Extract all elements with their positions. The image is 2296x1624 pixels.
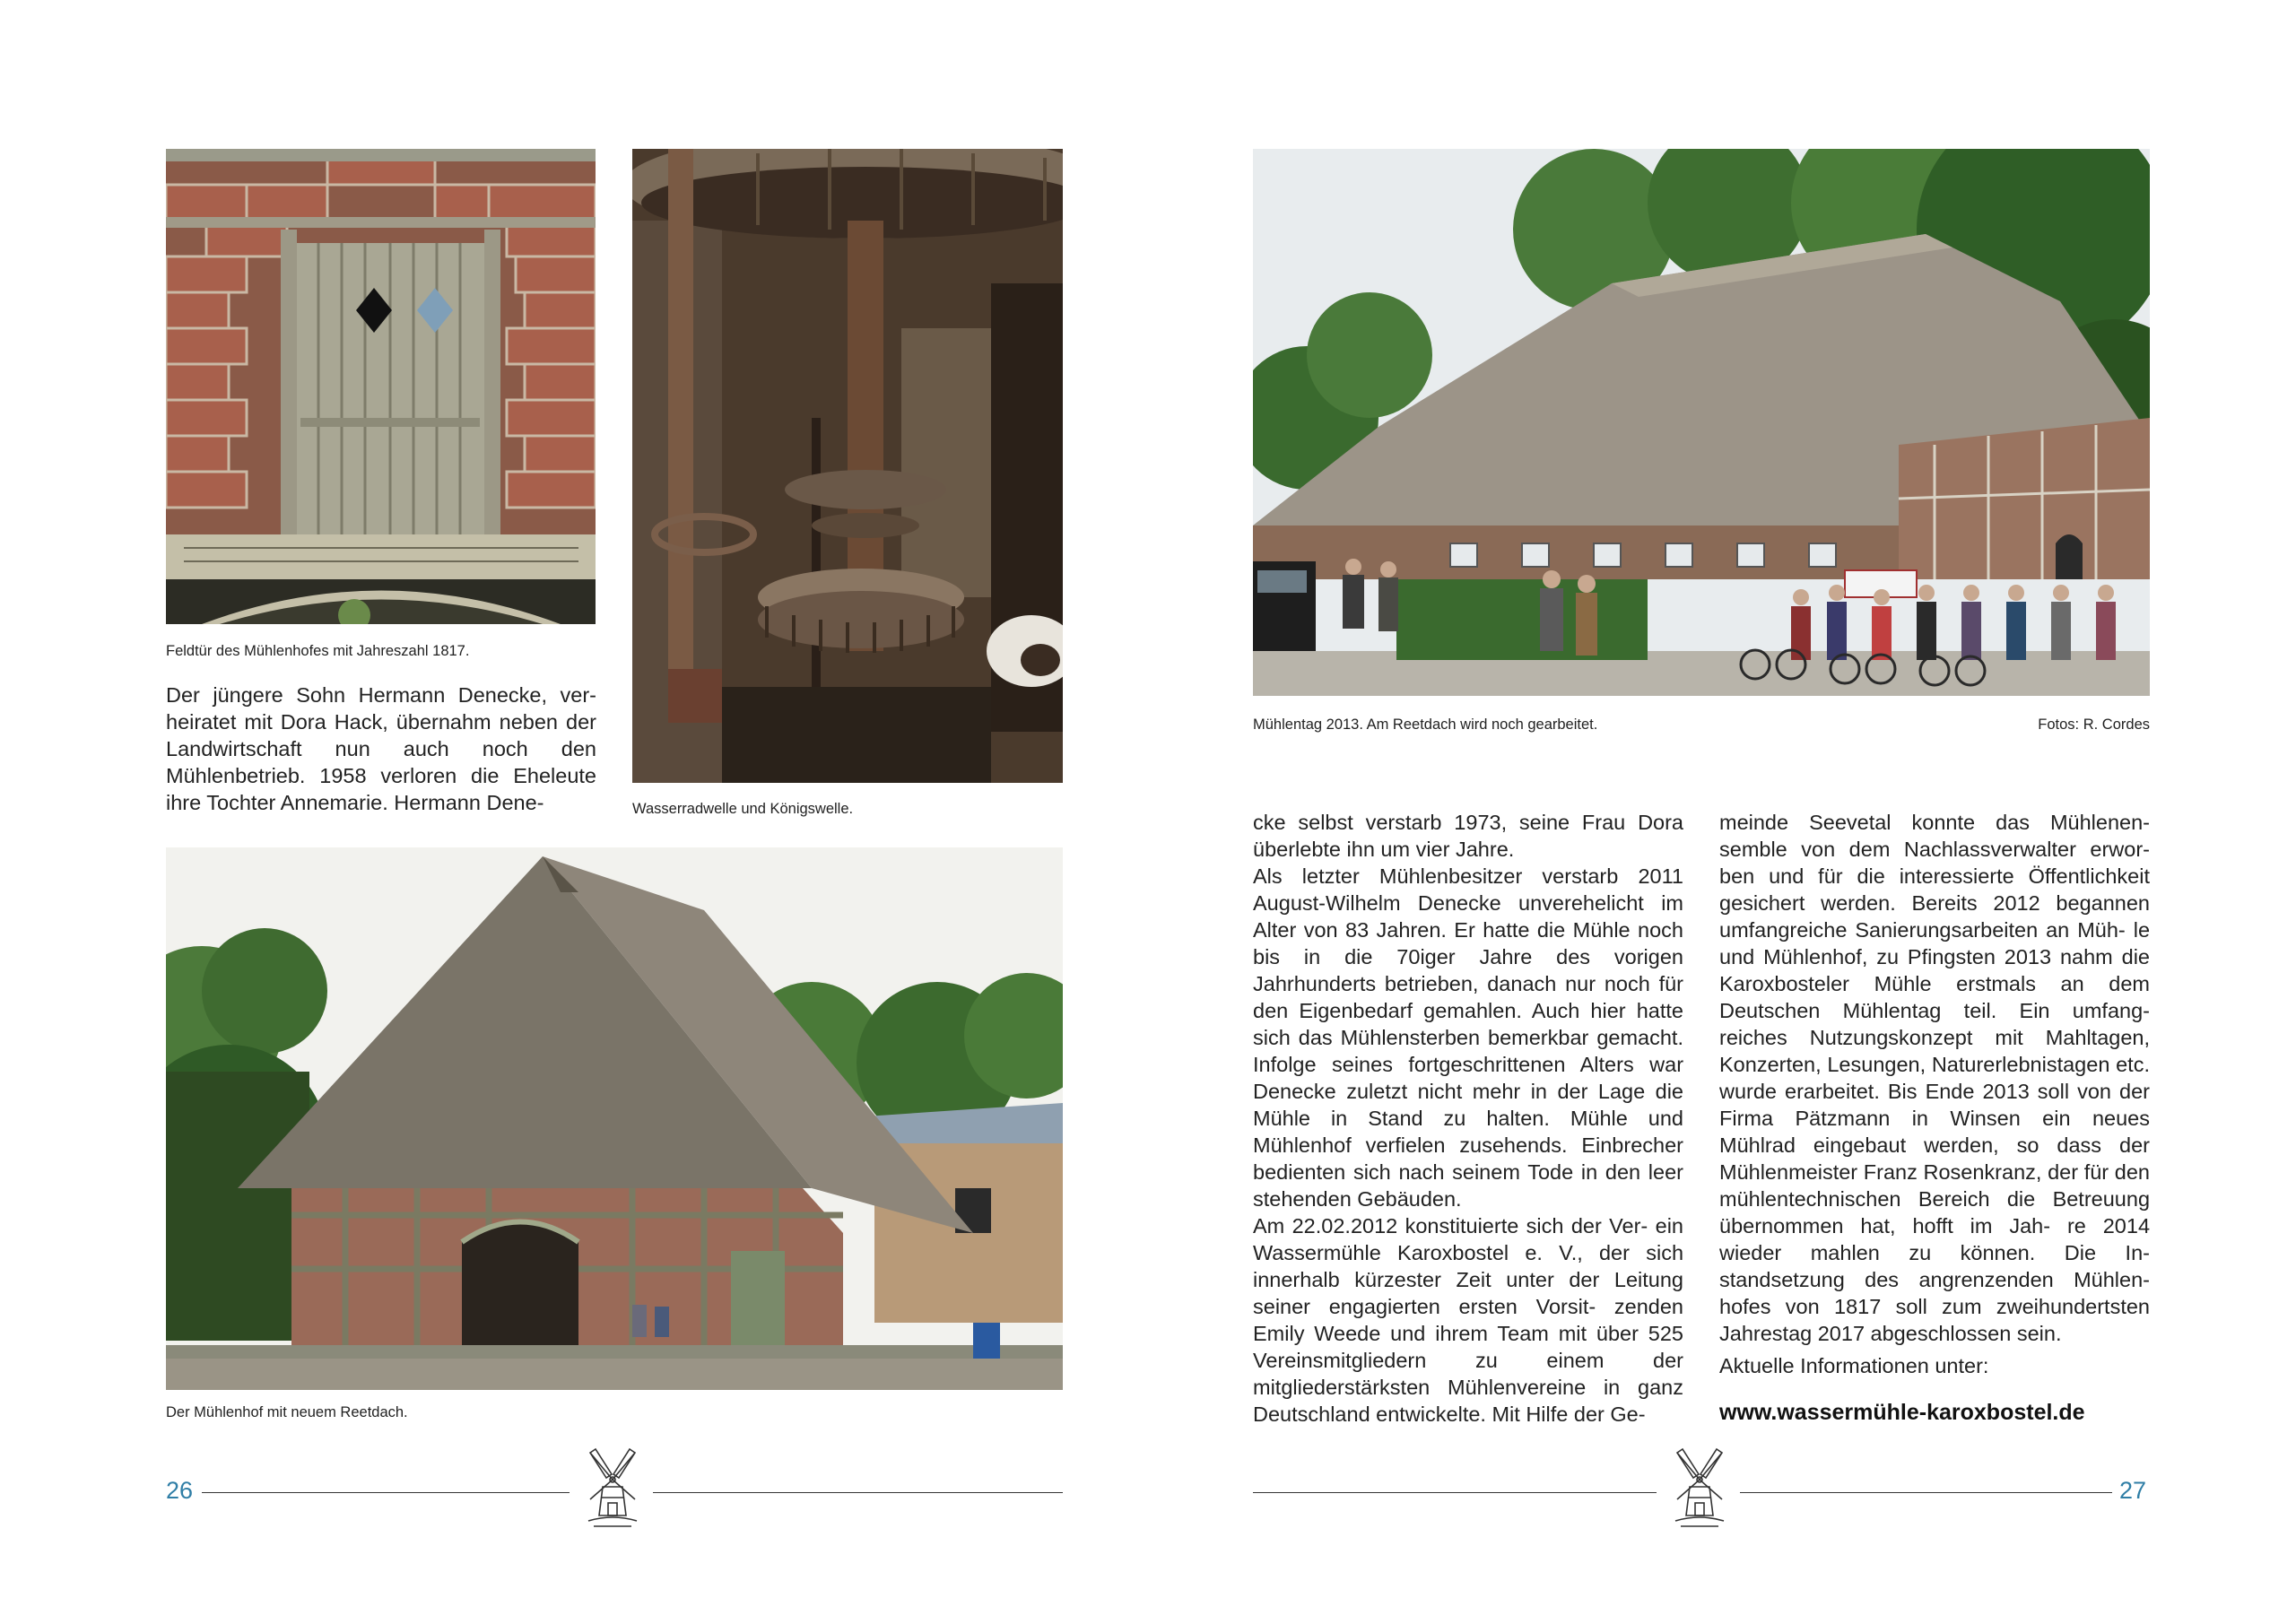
caption-photo-credit: Fotos: R. Cordes <box>2038 716 2150 733</box>
footer-rule-right-b <box>1740 1492 2112 1493</box>
muehlentag-illustration <box>1253 149 2150 696</box>
page-number-right: 27 <box>2119 1477 2147 1504</box>
col2-info-line: Aktuelle Informationen unter: <box>1719 1354 1989 1377</box>
footer-rule-left-b <box>653 1492 1063 1493</box>
footer-rule-right-a <box>1253 1492 1657 1493</box>
windmill-emblem-icon <box>1668 1444 1731 1533</box>
windmill-emblem-icon <box>581 1444 644 1533</box>
col2-paragraph-1: meinde Seevetal konnte das Mühlenen- semble von dem Nachlassverwalter erwor- ben und für die interessierte Öffentlichkeit gesichert werden. Bereits 2012 begannen umfangreiche Sanierungsarbeiten an Müh- le und Mühlenhof, zu Pfingsten 2013 nahm die Karoxbosteler Mühle erstmals an dem Deutschen Mühlentag teil. Ein umfang- reiches Nutzungskonzept mit Mahltagen, Konzerten, Lesungen, Naturerlebnistagen etc. wurde erarbeitet. Bis Ende 2013 soll von der Firma Pätzmann in Winsen ein neues Mühlrad eingebaut werden, so dass der Mühlenmeister Franz Rosenkranz, der für den mühlentechnischen Bereich die Betreuung übernommen hat, hofft im Jah- re 2014 wieder mahlen zu können. Die In- standsetzung des angrenzenden Mühlen- hofes von 1817 soll zum zweihundertsten Jahrestag 2017 abgeschlossen sein. <box>1719 811 2151 1345</box>
photo-farmhouse <box>166 847 1063 1390</box>
caption-farmhouse: Der Mühlenhof mit neuem Reetdach. <box>166 1404 408 1420</box>
col1-paragraph-3: Am 22.02.2012 konstituierte sich der Ver- ein Wassermühle Karoxbostel e. V., der sich innerhalb kürzester Zeit unter der Leitung seiner engagierten ersten Vorsit- zenden Emily Weede und ihrem Team mit über 525 Vereinsmitgliedern zu einem der mitgliederstärksten Mühlenvereine in ganz Deutschland entwickelte. Mit Hilfe der Ge- <box>1253 1214 1684 1426</box>
field-door-illustration <box>166 149 596 624</box>
caption-muehlentag: Mühlentag 2013. Am Reetdach wird noch gearbeitet. <box>1253 716 1598 733</box>
col1-paragraph-1: cke selbst verstarb 1973, seine Frau Dora überlebte ihn um vier Jahre. <box>1253 811 1683 861</box>
caption-gear-shaft: Wasserradwelle und Königswelle. <box>632 801 854 817</box>
col1-paragraph-2: Als letzter Mühlenbesitzer verstarb 2011 August-Wilhelm Denecke unverehelicht im Alter von 83 Jahren. Er hatte die Mühle noch bis in die 70iger Jahre des vorigen Jahrhunderts betrieben, danach nur noch für den Eigenbedarf gemahlen. Auch hier hatte sich das Mühlensterben bemerkbar gemacht. Infolge seines fortgeschrittenen Alters war Denecke zuletzt nicht mehr in der Lage die Mühle in Stand zu halten. Mühle und Mühlenhof verfielen zusehends. Einbrecher bedienten sich nach seinem Tode in den leer stehenden Gebäuden. <box>1253 864 1684 1211</box>
right-body-text-col2 <box>1719 809 2150 1426</box>
photo-gear-shaft <box>632 149 1063 783</box>
gear-shaft-illustration <box>632 149 1063 783</box>
photo-muehlentag <box>1253 149 2150 696</box>
left-body-text <box>166 682 596 816</box>
farmhouse-illustration <box>166 847 1063 1390</box>
left-text-paragraph: Der jüngere Sohn Hermann Denecke, ver- heiratet mit Dora Hack, übernahm neben der Landwirtschaft nun auch noch den Mühlenbetrieb. 1958 verloren die Eheleute ihre Tochter Annemarie. Hermann Dene- <box>166 683 597 814</box>
website-link[interactable]: www.wassermühle-karoxbostel.de <box>1719 1400 2085 1425</box>
right-body-text-col1 <box>1253 809 1683 1428</box>
footer-rule-left-a <box>202 1492 570 1493</box>
caption-field-door: Feldtür des Mühlenhofes mit Jahreszahl 1817. <box>166 643 470 659</box>
page-number-left: 26 <box>166 1477 194 1504</box>
photo-field-door <box>166 149 596 624</box>
